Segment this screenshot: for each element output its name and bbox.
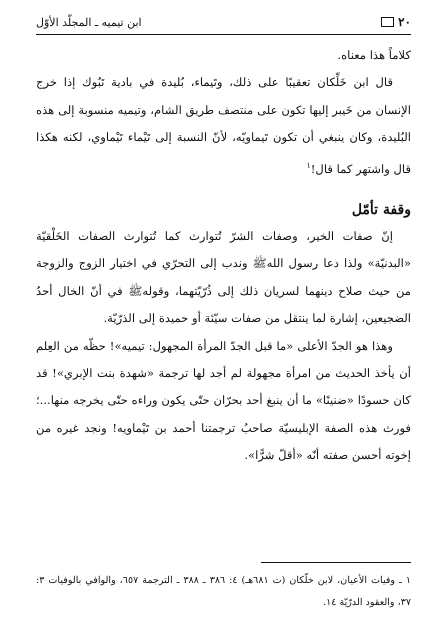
footnote-reference[interactable]: ١ xyxy=(306,160,311,170)
paragraph-2 xyxy=(36,69,411,182)
page-number-group xyxy=(381,15,411,29)
running-title: ابن تيميه ـ المجلّد الأوّل xyxy=(36,15,142,29)
footnote-1: ١ ـ وفيات الأعيان، لابن خلّكان (ت ٦٨١هـ) ٤: ٣٨٦ ـ ٣٨٨ ـ الترجمة ٦٥٧، والوافي بالوفيات ٣: ٣٧، والعقود الدرّيّة ١٤. xyxy=(36,575,411,608)
paragraph-4: وهذا هو الجدّ الأعلى «ما قبل الجدّ المرأة المجهول: تيميه»! حظّه من العِلم أن يأخذ الحديث من امرأة مجهولة لم أجد لها ترجمة «شهدة بنت الإبري»! قد كان حسودًا «ضنينًا» ما أن ينبغ أحد بحرّان حتّى يكون وراءه حتّى يخرجه منها...؛ فورث هذه الصفة الإبليسيّة صاحبُ ترجمتنا أحمد بن تَيْماويه! ونجد غيره من إخوته أحسن صفته أنّه «أقلّ شرًّا». xyxy=(36,338,411,463)
paragraph-3: إنّ صفات الخير، وصفات الشرّ تُتوارث كما تُتوارث الصفات الخَلْقيّة «البدنيّة» ولذا دعا رسول اللهﷺ وندب إلى التحرّي في اختيار الزوج والزوجة من حيث صلاح دينهما لسريان ذلك إلى ذُرّيّتهما، وقولهﷺ في أنّ الخال أحدُ الضجيعين، إشارة لما ينتقل من صفات سيّئة أو حميدة إلى الذرّيّة. xyxy=(36,228,411,326)
main-text xyxy=(36,42,411,470)
section-title: وقفة تأمّل xyxy=(351,201,411,218)
square-ornament-icon xyxy=(381,17,394,27)
page-number: ٢٠ xyxy=(398,15,411,29)
header-divider xyxy=(36,34,411,35)
paragraph-1: كلاماً هذا معناه. xyxy=(337,48,411,62)
footnote-section xyxy=(36,570,411,614)
page-header xyxy=(36,10,411,34)
footnote-divider xyxy=(261,562,411,563)
paragraph-2-text: قال ابن خَلِّكان تعقيبًا على ذلك، وتَيماء، بُليدة في بادية تَبُوك إذا خرج الإنسان من خَيبر إليها تكون على منتصف طريق الشام، وتيميه منسوبة إلى هذه البُليدة، وكان ينبغي أن تكون تَيماويّه، لأنّ النسبة إلى تَيْماء تَيْماوي، لكنه هكذا قال واشتهر كما قال! xyxy=(36,75,411,176)
